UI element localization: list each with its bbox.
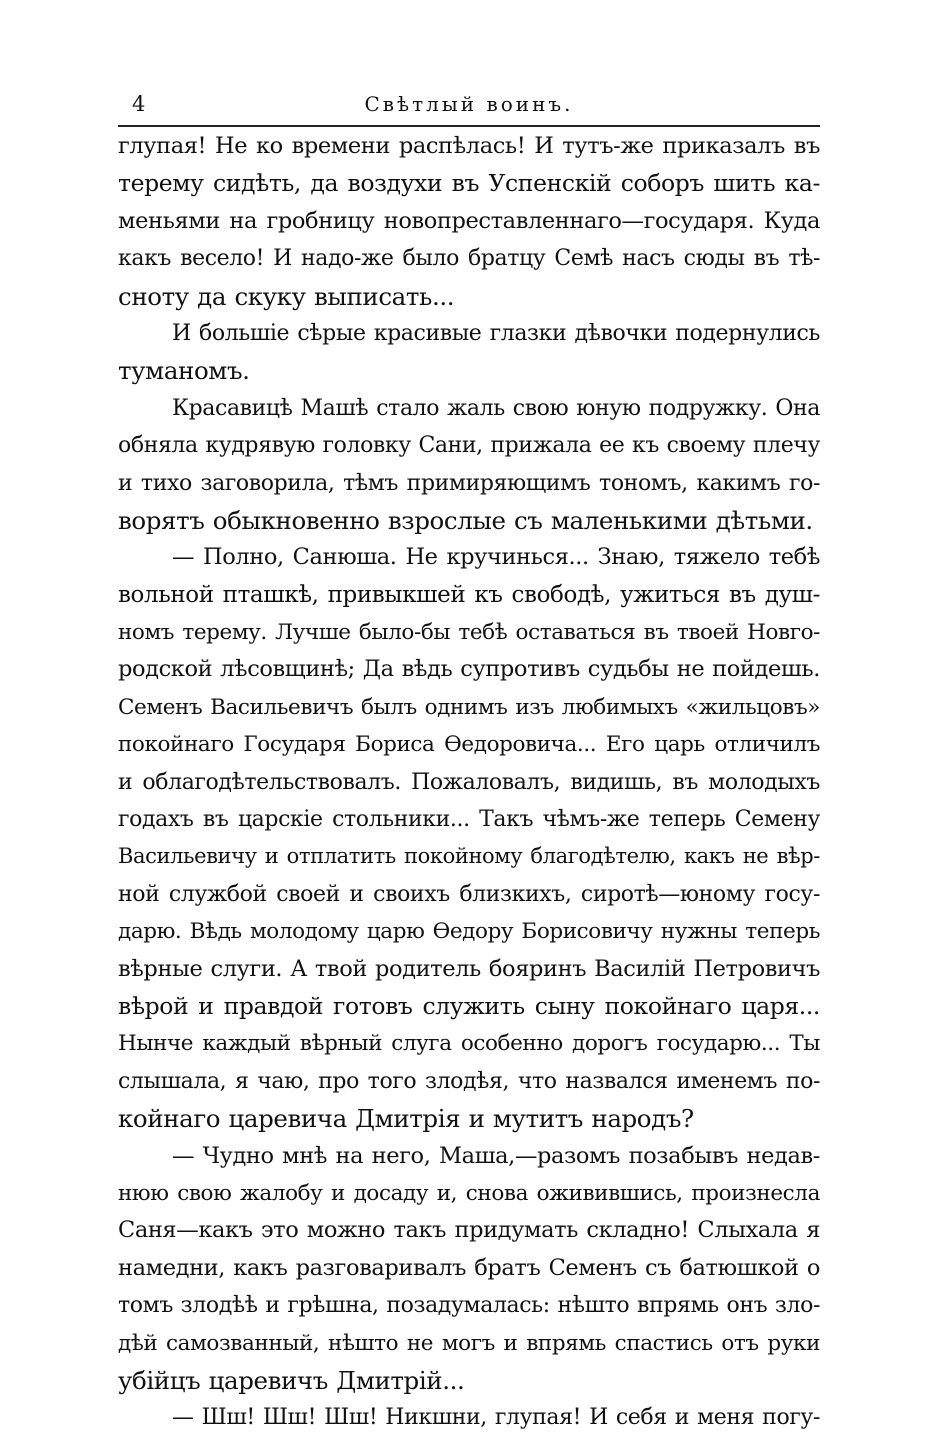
text-line: Саня—какъ это можно такъ придумать складно! Слыхала я xyxy=(118,1217,820,1244)
text-line: и тихо заговорила, тѣмъ примиряющимъ тономъ, какимъ го- xyxy=(118,470,820,496)
text-line: — Чудно мнѣ на него, Маша,—разомъ позабывъ недав- xyxy=(172,1142,820,1169)
text-line: Васильевичу и отплатить покойному благодѣтелю, какъ не вѣр- xyxy=(118,844,820,869)
text-line: номъ терему. Лучше было-бы тебѣ оставаться въ твоей Новго- xyxy=(118,620,820,646)
running-head xyxy=(118,88,820,122)
text-line: дѣй самозванный, нѣшто не могъ и впрямь спастись отъ руки xyxy=(118,1330,820,1356)
text-line: — Шш! Шш! Шш! Никшни, глупая! И себя и меня погу- xyxy=(172,1405,820,1431)
text-line: вѣрные слуги. А твой родитель бояринъ Василій Петровичъ xyxy=(118,955,820,982)
text-line: слышала, я чаю, про того злодѣя, что назвался именемъ по- xyxy=(118,1068,820,1094)
text-line: вѣрой и правдой готовъ служить сыну покойнаго царя... xyxy=(118,991,820,1020)
text-line: койнаго царевича Дмитрія и мутитъ народъ? xyxy=(118,1104,694,1134)
text-line: дарю. Вѣдь молодому царю Ѳедору Борисовичу нужны теперь xyxy=(118,919,820,945)
text-line: сноту да скуку выписать... xyxy=(118,281,455,311)
text-line: какъ весело! И надо-же было братцу Семѣ насъ сюды въ тѣ- xyxy=(118,246,820,272)
text-line: томъ злодѣѣ и грѣшна, позадумалась: нѣшто впрямь онъ зло- xyxy=(118,1293,820,1319)
text-line: туманомъ. xyxy=(118,356,250,386)
text-line: намедни, какъ разговаривалъ братъ Семенъ съ батюшкой о xyxy=(118,1254,820,1281)
text-line: терему сидѣть, да воздухи въ Успенскій соборъ шить ка- xyxy=(118,169,820,198)
page-number: 4 xyxy=(132,92,146,116)
text-line: обняла кудрявую головку Сани, прижала ее къ своему плечу xyxy=(118,433,820,459)
text-line: нюю свою жалобу и досаду и, снова оживившись, произнесла xyxy=(118,1180,820,1206)
text-line: И большіе сѣрые красивые глазки дѣвочки подернулись xyxy=(172,320,820,346)
text-line: убійцъ царевичъ Дмитрій... xyxy=(118,1365,465,1395)
text-line: родской лѣсовщинѣ; Да вѣдь супротивъ судьбы не пойдешь. xyxy=(118,656,820,683)
text-line: глупая! Не ко времени распѣлась! И тутъ-же приказалъ въ xyxy=(118,133,820,159)
text-line: — Полно, Санюша. Не кручинься... Знаю, тяжело тебѣ xyxy=(172,544,820,571)
text-line: Семенъ Васильевичъ былъ однимъ изъ любимыхъ «жильцовъ» xyxy=(118,694,820,720)
text-line: и облагодѣтельствовалъ. Пожаловалъ, видишь, въ молодыхъ xyxy=(118,769,820,795)
text-line: годахъ въ царскіе стольники... Такъ чѣмъ-же теперь Семену xyxy=(118,807,820,833)
text-line: ворятъ обыкновенно взрослые съ маленькими дѣтьми. xyxy=(118,505,813,535)
text-line: меньями на гробницу новопреставленнаго—государя. Куда xyxy=(118,207,820,234)
running-title: Свѣтлый воинъ. xyxy=(364,92,574,116)
text-line: вольной пташкѣ, привыкшей къ свободѣ, ужиться въ душ- xyxy=(118,581,820,608)
text-line: Красавицѣ Машѣ стало жаль свою юную подружку. Она xyxy=(172,395,820,421)
text-line: покойнаго Государя Бориса Ѳедоровича... Его царь отличилъ xyxy=(118,732,820,758)
body-text xyxy=(118,128,820,1437)
header-rule xyxy=(118,125,820,127)
text-line: Нынче каждый вѣрный слуга особенно дорогъ государю... Ты xyxy=(118,1031,820,1057)
text-line: ной службой своей и своихъ близкихъ, сиротѣ—юному госу- xyxy=(118,881,820,907)
